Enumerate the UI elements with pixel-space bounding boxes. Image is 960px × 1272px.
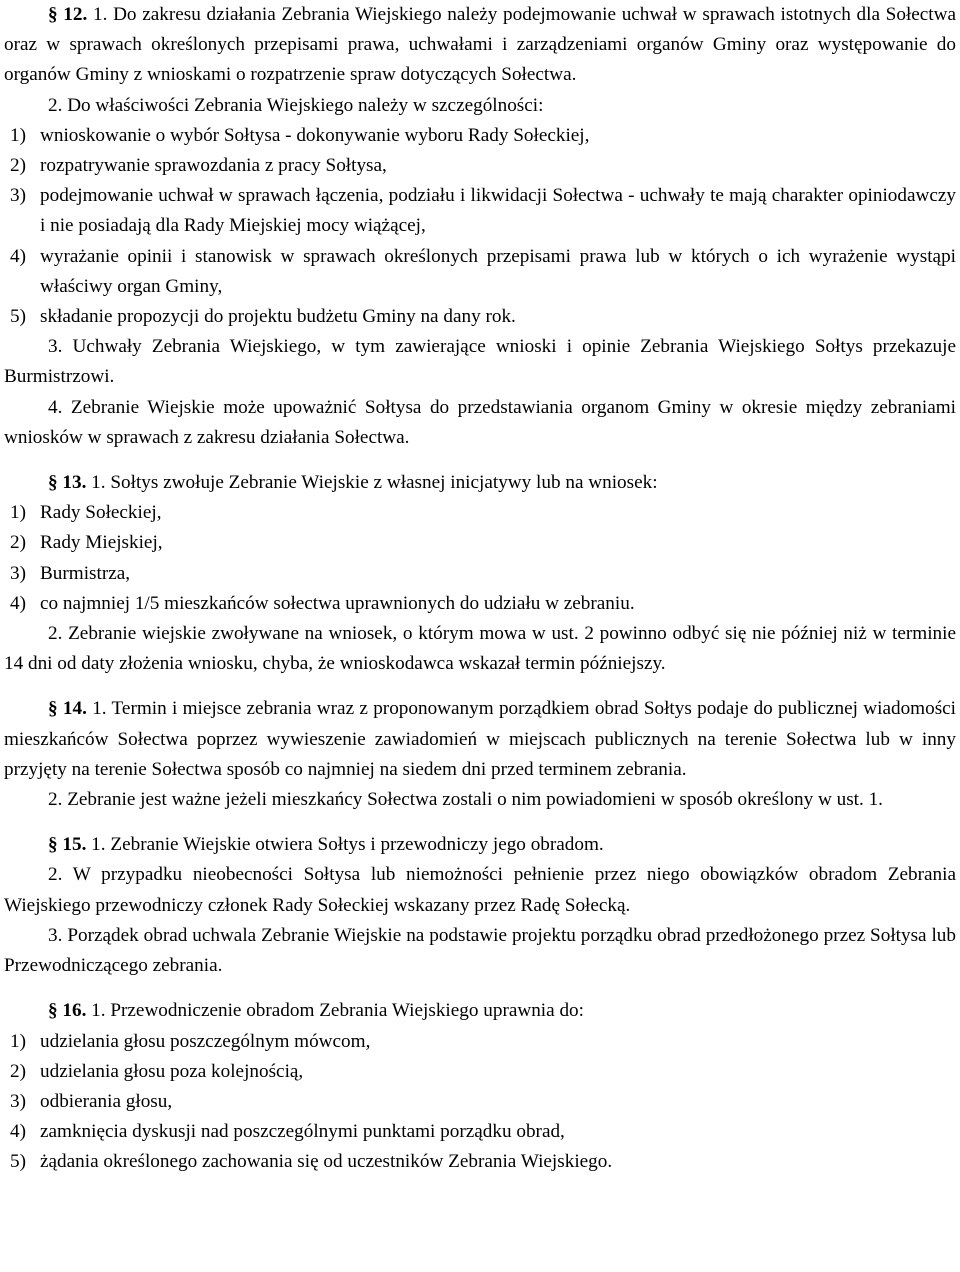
section-15-para-2: 2. W przypadku nieobecności Sołtysa lub niemożności pełnienie przez niego obowiązków obradom Zebrania Wiejskiego przewodniczy członek Rady Sołeckiej wskazany przez Radę Sołecką. bbox=[4, 864, 956, 916]
list-item: 3) odbierania głosu, bbox=[10, 1090, 173, 1112]
list-item: 4) wyrażanie opinii i stanowisk w sprawach określonych przepisami prawa lub w których o ich wyrażenie wystąpi właściwy organ Gminy, bbox=[10, 245, 956, 297]
list-item: 2) udzielania głosu poza kolejnością, bbox=[10, 1060, 304, 1082]
section-15-para-3: 3. Porządek obrad uchwala Zebranie Wiejskie na podstawie projektu porządku obrad przedłożonego przez Sołtysa lub Przewodniczącego zebrania. bbox=[4, 924, 956, 977]
list-item: 1) wnioskowanie o wybór Sołtysa - dokonywanie wyboru Rady Sołeckiej, bbox=[10, 124, 590, 146]
section-13 bbox=[4, 468, 956, 679]
list-item: 4) zamknięcia dyskusji nad poszczególnymi punktami porządku obrad, bbox=[10, 1121, 565, 1143]
section-12-para-3: 3. Uchwały Zebrania Wiejskiego, w tym zawierające wnioski i opinie Zebrania Wiejskiego Sołtys przekazuje Burmistrzowi. bbox=[4, 336, 956, 388]
section-12 bbox=[4, 0, 956, 453]
list-item: 2) Rady Miejskiej, bbox=[10, 532, 163, 554]
section-12-heading: § 12. bbox=[48, 4, 88, 25]
section-12-list bbox=[4, 121, 956, 332]
list-item: 1) udzielania głosu poszczególnym mówcom, bbox=[10, 1030, 371, 1052]
section-12-para-4: 4. Zebranie Wiejskie może upoważnić Sołtysa do przedstawiania organom Gminy w okresie między zebraniami wniosków w sprawach z zakresu działania Sołectwa. bbox=[4, 396, 956, 448]
section-16-para-1: § 16. 1. Przewodniczenie obradom Zebrania Wiejskiego uprawnia do: bbox=[48, 1000, 584, 1022]
section-12-para-2: 2. Do właściwości Zebrania Wiejskiego należy w szczególności: bbox=[48, 94, 544, 116]
section-14-para-2: 2. Zebranie jest ważne jeżeli mieszkańcy Sołectwa zostali o nim powiadomieni w sposób określony w ust. 1. bbox=[48, 789, 883, 811]
section-14 bbox=[4, 694, 956, 815]
section-13-para-2: 2. Zebranie wiejskie zwoływane na wniosek, o którym mowa w ust. 2 powinno odbyć się nie później niż w terminie 14 dni od daty złożenia wniosku, chyba, że wnioskodawca wskazał termin późniejszy. bbox=[4, 623, 956, 675]
list-item: 5) składanie propozycji do projektu budżetu Gminy na dany rok. bbox=[10, 306, 516, 328]
section-14-heading: § 14. bbox=[48, 698, 87, 720]
section-13-list bbox=[4, 498, 956, 619]
list-item: 3) podejmowanie uchwał w sprawach łączenia, podziału i likwidacji Sołectwa - uchwały te mają charakter opiniodawczy i nie posiadają dla Rady Miejskiej mocy wiążącej, bbox=[10, 185, 956, 237]
section-15-heading: § 15. bbox=[48, 834, 87, 856]
list-item: 2) rozpatrywanie sprawozdania z pracy Sołtysa, bbox=[10, 155, 387, 177]
section-16-heading: § 16. bbox=[48, 1000, 87, 1022]
list-item: 5) żądania określonego zachowania się od uczestników Zebrania Wiejskiego. bbox=[10, 1151, 613, 1173]
section-13-para-1: § 13. 1. Sołtys zwołuje Zebranie Wiejskie z własnej inicjatywy lub na wniosek: bbox=[48, 472, 658, 494]
list-item: 4) co najmniej 1/5 mieszkańców sołectwa uprawnionych do udziału w zebraniu. bbox=[10, 592, 635, 614]
section-12-para-1: § 12. 1. Do zakresu działania Zebrania Wiejskiego należy podejmowanie uchwał w sprawach istotnych dla Sołectwa oraz w sprawach określonych przepisami prawa, uchwałami i zarządzeniami organów Gminy oraz występowanie do organów Gminy z wnioskami o rozpatrzenie spraw dotyczących Sołectwa. bbox=[4, 4, 957, 86]
section-15 bbox=[4, 830, 956, 981]
section-15-para-1: § 15. 1. Zebranie Wiejskie otwiera Sołtys i przewodniczy jego obradom. bbox=[48, 834, 604, 856]
section-14-para-1: § 14. 1. Termin i miejsce zebrania wraz z proponowanym porządkiem obrad Sołtys podaje do publicznej wiadomości mieszkańców Sołectwa poprzez wywieszenie zawiadomień w miejscach publicznych na terenie Sołectwa lub w inny przyjęty na terenie Sołectwa sposób co najmniej na siedem dni przed terminem zebrania. bbox=[4, 698, 957, 780]
list-item: 1) Rady Sołeckiej, bbox=[10, 502, 162, 524]
section-13-heading: § 13. bbox=[48, 472, 87, 494]
list-item: 3) Burmistrza, bbox=[10, 562, 131, 584]
section-16 bbox=[4, 996, 956, 1177]
section-16-list bbox=[4, 1027, 956, 1178]
